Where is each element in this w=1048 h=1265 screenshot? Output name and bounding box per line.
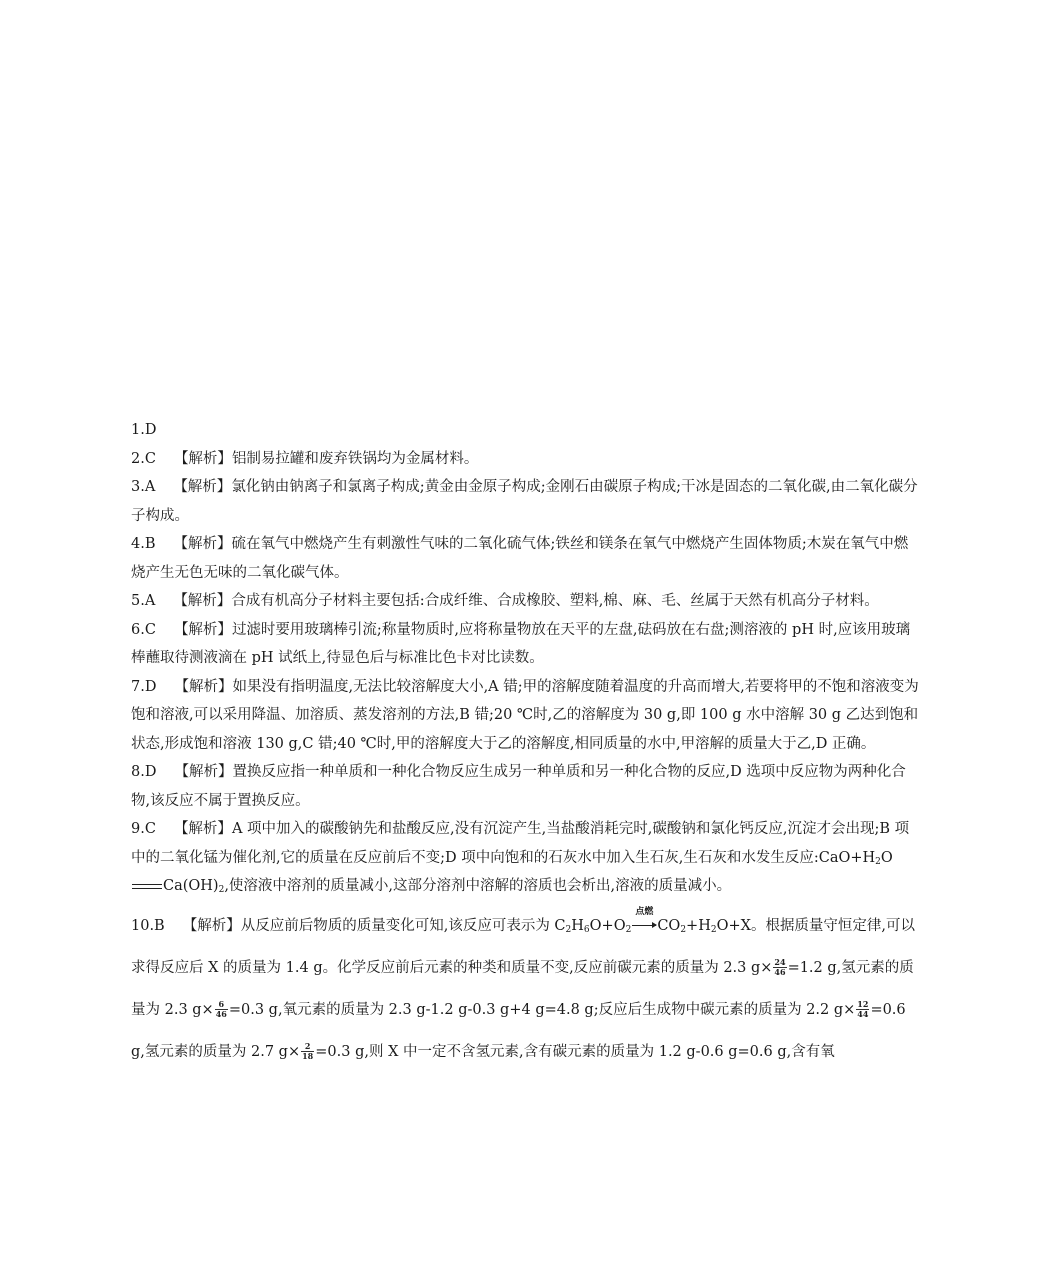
subscript: 2 — [565, 924, 572, 935]
answer-number: 9.C — [131, 821, 156, 837]
subscript: 2 — [218, 885, 225, 895]
subscript: 2 — [680, 924, 687, 935]
numerator: 2 — [301, 1042, 314, 1052]
answer-text: CO — [657, 917, 681, 934]
answer-text: O — [880, 849, 893, 866]
fraction — [215, 1000, 228, 1019]
analysis-tag: 【解析】 — [173, 821, 232, 837]
answer-text: 铝制易拉罐和废弃铁锅均为金属材料。 — [231, 450, 479, 467]
denominator: 46 — [215, 1009, 227, 1019]
answer-text: H — [571, 917, 584, 934]
answer-text: ,使溶液中溶剂的质量减小,这部分溶剂中溶解的溶质也会析出,溶液的质量减小。 — [224, 878, 732, 894]
answer-item-5 — [131, 587, 921, 616]
subscript: 2 — [710, 924, 717, 935]
answer-text: 从反应前后物质的质量变化可知,该反应可表示为 C — [240, 917, 566, 934]
equals-sign-icon — [132, 884, 162, 889]
answer-number: 3.A — [131, 479, 156, 495]
arrow-right-icon — [632, 925, 656, 926]
numerator: 24 — [774, 957, 786, 967]
denominator: 46 — [774, 967, 786, 977]
answer-text: 氯化钠由钠离子和氯离子构成;黄金由金原子构成;金刚石由碳原子构成;干冰是固态的二氧化碳,由二氧化碳分子构成。 — [131, 479, 918, 524]
answer-item-4 — [131, 530, 921, 587]
answer-text: 过滤时要用玻璃棒引流;称量物质时,应将称量物放在天平的左盘,砝码放在右盘;测溶液的 pH 时,应该用玻璃棒蘸取待测液滴在 pH 试纸上,待显色后与标准比色卡对比读数。 — [131, 621, 911, 666]
answer-number: 1.D — [131, 422, 157, 438]
answer-item-9 — [131, 815, 921, 901]
subscript: 2 — [625, 924, 632, 935]
fraction — [856, 1000, 869, 1019]
numerator: 12 — [857, 999, 869, 1009]
answer-list — [131, 416, 921, 1073]
answer-text: =0.3 g,氧元素的质量为 2.3 g-1.2 g-0.3 g+4 g=4.8 g;反应后生成物中碳元素的质量为 2.2 g× — [228, 1001, 856, 1018]
analysis-tag: 【解析】 — [173, 450, 232, 467]
reaction-condition: 点燃 — [635, 906, 654, 917]
answer-text: O+O — [589, 917, 626, 934]
analysis-tag: 【解析】 — [173, 593, 232, 609]
answer-item-8 — [131, 758, 921, 815]
analysis-tag: 【解析】 — [173, 479, 232, 495]
answer-item-1 — [131, 416, 921, 445]
answer-text: A 项中加入的碳酸钠先和盐酸反应,没有沉淀产生,当盐酸消耗完时,碳酸钠和氯化钙反应,沉淀才会出现;B 项中的二氧化锰为催化剂,它的质量在反应前后不变;D 项中向饱和的石灰水中加入生石灰,生石灰和水发生反应:CaO+H — [131, 821, 910, 866]
answer-number: 8.D — [131, 764, 157, 780]
answer-number: 2.C — [131, 450, 156, 467]
answer-item-3 — [131, 473, 921, 530]
answer-text: 硫在氧气中燃烧产生有刺激性气味的二氧化硫气体;铁丝和镁条在氧气中燃烧产生固体物质;木炭在氧气中燃烧产生无色无味的二氧化碳气体。 — [131, 536, 909, 581]
answer-text: =1.2 g,氢元素的质量为 2.3 g× — [131, 959, 914, 1018]
subscript: 2 — [875, 856, 881, 867]
analysis-tag: 【解析】 — [173, 536, 232, 552]
answer-text: Ca(OH) — [163, 878, 219, 894]
answer-text: +H — [686, 917, 711, 934]
answer-item-2 — [131, 445, 921, 474]
answer-number: 6.C — [131, 621, 156, 638]
answer-number: 4.B — [131, 536, 156, 552]
answer-text: =0.3 g,则 X 中一定不含氢元素,含有碳元素的质量为 1.2 g-0.6 g=0.6 g,含有氧 — [315, 1043, 835, 1060]
answer-number: 5.A — [131, 593, 156, 609]
denominator: 44 — [857, 1009, 869, 1019]
answer-item-6 — [131, 616, 921, 673]
answer-item-7 — [131, 673, 921, 759]
answer-text: 置换反应指一种单质和一种化合物反应生成另一种单质和另一种化合物的反应,D 选项中反应物为两种化合物,该反应不属于置换反应。 — [131, 764, 906, 809]
subscript: 6 — [583, 924, 590, 935]
answer-item-10 — [131, 905, 921, 1073]
answer-text: 如果没有指明温度,无法比较溶解度大小,A 错;甲的溶解度随着温度的升高而增大,若要将甲的不饱和溶液变为饱和溶液,可以采用降温、加溶质、蒸发溶剂的方法,B 错;20 ℃时,乙的溶解度为 30 g,即 100 g 水中溶解 30 g 乙达到饱和状态,形成饱和溶液 130 g,C 错;40 ℃时,甲的溶解度大于乙的溶解度,相同质量的水中,甲溶解的质量大于乙,D 正确。 — [131, 678, 919, 752]
fraction — [773, 958, 786, 977]
numerator: 6 — [215, 1000, 228, 1010]
answer-number: 10.B — [131, 917, 165, 934]
answer-text: 合成有机高分子材料主要包括:合成纤维、合成橡胶、塑料,棉、麻、毛、丝属于天然有机高分子材料。 — [231, 593, 879, 609]
analysis-tag: 【解析】 — [174, 764, 233, 780]
analysis-tag: 【解析】 — [182, 917, 241, 934]
reaction-arrow — [632, 905, 656, 947]
answer-text: O+X。根据质量守恒定律,可以求得反应后 X 的质量为 1.4 g。化学反应前后元素的种类和质量不变,反应前碳元素的质量为 2.3 g× — [131, 917, 916, 976]
analysis-tag: 【解析】 — [174, 678, 233, 695]
denominator: 18 — [302, 1051, 314, 1061]
answer-text: =0.6 g,氢元素的质量为 2.7 g× — [131, 1001, 906, 1060]
answer-number: 7.D — [131, 678, 157, 695]
fraction — [301, 1042, 314, 1061]
analysis-tag: 【解析】 — [173, 621, 232, 638]
